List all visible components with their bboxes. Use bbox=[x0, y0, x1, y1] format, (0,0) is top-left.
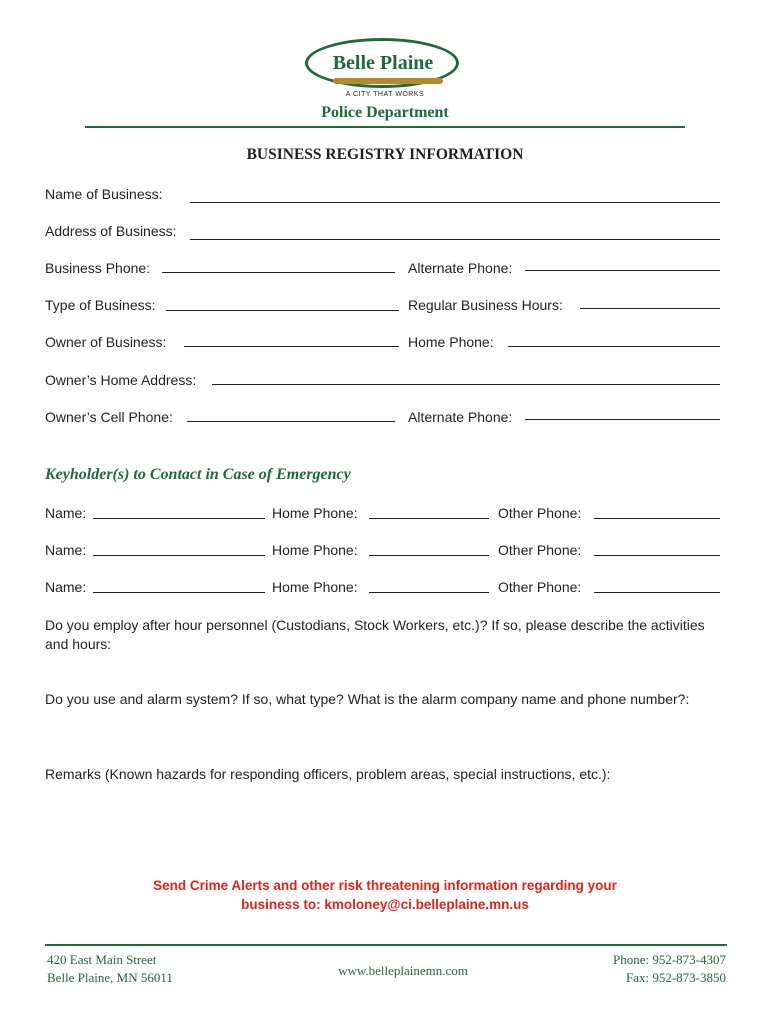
keyholder-2-other-phone-field[interactable] bbox=[594, 555, 720, 556]
business-phone-label: Business Phone: bbox=[45, 260, 151, 276]
owners-home-address-field[interactable] bbox=[212, 384, 720, 385]
address-of-business-label: Address of Business: bbox=[45, 223, 177, 239]
home-phone-label: Home Phone: bbox=[408, 334, 494, 350]
alarm-question: Do you use and alarm system? If so, what type? What is the alarm company name and phone number?: bbox=[45, 691, 690, 707]
keyholder-heading: Keyholder(s) to Contact in Case of Emergency bbox=[45, 466, 351, 483]
logo-tagline: A CITY THAT WORKS bbox=[345, 91, 425, 98]
after-hours-question: Do you employ after hour personnel (Custodians, Stock Workers, etc.)? If so, please describe the activities and hours: bbox=[45, 617, 705, 652]
crime-alert-line-1: Send Crime Alerts and other risk threatening information regarding your bbox=[153, 878, 617, 893]
page-title: BUSINESS REGISTRY INFORMATION bbox=[246, 146, 524, 163]
alternate-phone-field[interactable] bbox=[525, 270, 720, 271]
logo-wordmark: Belle Plaine bbox=[332, 52, 434, 74]
footer-address-line-1: 420 East Main Street bbox=[47, 952, 157, 967]
type-of-business-label: Type of Business: bbox=[45, 297, 156, 313]
crime-alert-notice bbox=[0, 876, 770, 914]
keyholder-3-name-field[interactable] bbox=[93, 592, 265, 593]
owners-cell-phone-label: Owner’s Cell Phone: bbox=[45, 409, 173, 425]
owners-home-address-label: Owner’s Home Address: bbox=[45, 372, 197, 388]
keyholder-1-home-phone-label: Home Phone: bbox=[272, 505, 358, 521]
regular-business-hours-field[interactable] bbox=[580, 308, 720, 309]
alternate-phone-label: Alternate Phone: bbox=[408, 260, 513, 276]
keyholder-2-name-label: Name: bbox=[45, 542, 87, 558]
remarks-question: Remarks (Known hazards for responding officers, problem areas, special instructions, etc.): bbox=[45, 766, 611, 782]
address-of-business-field[interactable] bbox=[190, 239, 720, 240]
keyholder-3-other-phone-field[interactable] bbox=[594, 592, 720, 593]
keyholder-2-home-phone-label: Home Phone: bbox=[272, 542, 358, 558]
footer-fax: Fax: 952-873-3850 bbox=[625, 970, 726, 985]
type-of-business-field[interactable] bbox=[166, 310, 399, 311]
keyholder-2-name-field[interactable] bbox=[93, 555, 265, 556]
keyholder-2-home-phone-field[interactable] bbox=[369, 555, 489, 556]
name-of-business-label: Name of Business: bbox=[45, 186, 163, 202]
name-of-business-field[interactable] bbox=[190, 202, 720, 203]
alternate-phone-2-field[interactable] bbox=[525, 419, 720, 420]
footer-phone: Phone: 952-873-4307 bbox=[612, 952, 726, 967]
logo-swoosh bbox=[333, 78, 443, 84]
keyholder-3-name-label: Name: bbox=[45, 579, 87, 595]
city-logo bbox=[305, 38, 465, 102]
home-phone-field[interactable] bbox=[508, 346, 720, 347]
owner-of-business-field[interactable] bbox=[184, 346, 399, 347]
keyholder-3-other-phone-label: Other Phone: bbox=[498, 579, 582, 595]
owner-of-business-label: Owner of Business: bbox=[45, 334, 167, 350]
keyholder-1-other-phone-label: Other Phone: bbox=[498, 505, 582, 521]
header-divider bbox=[85, 126, 685, 128]
regular-business-hours-label: Regular Business Hours: bbox=[408, 297, 563, 313]
footer-divider bbox=[45, 944, 727, 946]
keyholder-1-other-phone-field[interactable] bbox=[594, 518, 720, 519]
department-name: Police Department bbox=[321, 104, 449, 121]
keyholder-1-name-label: Name: bbox=[45, 505, 87, 521]
footer-website: www.belleplainemn.com bbox=[338, 963, 468, 978]
keyholder-2-other-phone-label: Other Phone: bbox=[498, 542, 582, 558]
business-phone-field[interactable] bbox=[162, 272, 395, 273]
owners-cell-phone-field[interactable] bbox=[187, 421, 395, 422]
alternate-phone-2-label: Alternate Phone: bbox=[408, 409, 513, 425]
keyholder-1-home-phone-field[interactable] bbox=[369, 518, 489, 519]
crime-alert-line-2: business to: kmoloney@ci.belleplaine.mn.us bbox=[241, 897, 529, 912]
footer-address-line-2: Belle Plaine, MN 56011 bbox=[47, 970, 173, 985]
footer-contact bbox=[540, 951, 726, 987]
keyholder-3-home-phone-label: Home Phone: bbox=[272, 579, 358, 595]
keyholder-3-home-phone-field[interactable] bbox=[369, 592, 489, 593]
keyholder-1-name-field[interactable] bbox=[93, 518, 265, 519]
